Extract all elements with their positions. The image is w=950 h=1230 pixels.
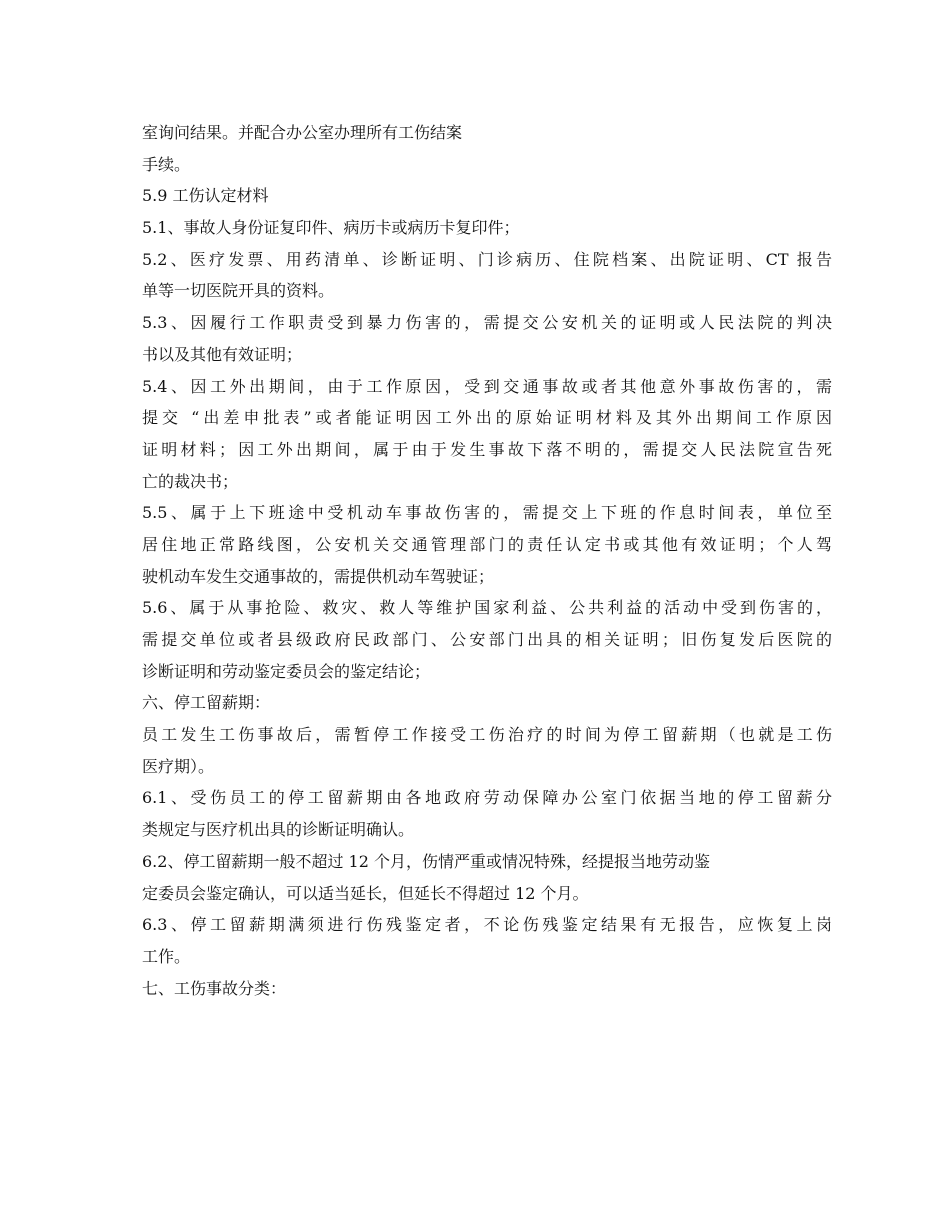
text-line: 6.1、受伤员工的停工留薪期由各地政府劳动保障办公室门依据当地的停工留薪分	[142, 788, 832, 808]
text-line: 5.6、属于从事抢险、救灾、救人等维护国家利益、公共利益的活动中受到伤害的，	[142, 598, 832, 618]
text-line: 5.3、因履行工作职责受到暴力伤害的，需提交公安机关的证明或人民法院的判决	[142, 313, 832, 333]
text-line: 诊断证明和劳动鉴定委员会的鉴定结论；	[142, 661, 431, 681]
text-line: 5.5、属于上下班途中受机动车事故伤害的，需提交上下班的作息时间表，单位至	[142, 503, 832, 523]
text-line: 室询问结果。并配合办公室办理所有工伤结案	[142, 123, 463, 142]
text-line: 类规定与医疗机出具的诊断证明确认。	[142, 820, 415, 840]
document-page	[142, 117, 832, 1004]
text-line: 5.1、事故人身份证复印件、病历卡或病历卡复印件；	[142, 218, 520, 238]
section-heading: 5.9 工伤认定材料	[142, 186, 269, 206]
text-line: 工作。	[142, 946, 191, 966]
section-heading: 六、停工留薪期：	[142, 693, 271, 713]
section-heading: 七、工伤事故分类：	[142, 978, 287, 998]
text-line: 驶机动车发生交通事故的，需提供机动车驾驶证；	[142, 566, 495, 586]
text-line: 书以及其他有效证明；	[142, 344, 303, 364]
text-line: 居住地正常路线图，公安机关交通管理部门的责任认定书或其他有效证明；个人驾	[142, 534, 832, 554]
text-line: 手续。	[142, 154, 191, 174]
text-line: 5.2、医疗发票、用药清单、诊断证明、门诊病历、住院档案、出院证明、CT 报告	[142, 249, 832, 269]
text-line: 单等一切医院开具的资料。	[142, 281, 335, 301]
text-line: 亡的裁决书；	[142, 471, 239, 491]
text-line: 5.4、因工外出期间，由于工作原因，受到交通事故或者其他意外事故伤害的，需	[142, 376, 832, 396]
text-line: 医疗期）。	[142, 756, 215, 776]
text-line: 需提交单位或者县级政府民政部门、公安部门出具的相关证明；旧伤复发后医院的	[142, 630, 832, 649]
text-line: 定委员会鉴定确认，可以适当延长，但延长不得超过 12 个月。	[142, 883, 589, 903]
text-line: 提交 “出差申批表”或者能证明因工外出的原始证明材料及其外出期间工作原因	[142, 408, 832, 428]
text-line: 6.3、停工留薪期满须进行伤残鉴定者，不论伤残鉴定结果有无报告，应恢复上岗	[142, 915, 832, 935]
text-line: 6.2、停工留薪期一般不超过 12 个月，伤情严重或情况特殊，经提报当地劳动鉴	[142, 851, 710, 871]
text-line: 员工发生工伤事故后，需暂停工作接受工伤治疗的时间为停工留薪期（也就是工伤	[142, 725, 832, 745]
text-line: 证明材料；因工外出期间，属于由于发生事故下落不明的，需提交人民法院宣告死	[142, 439, 832, 459]
